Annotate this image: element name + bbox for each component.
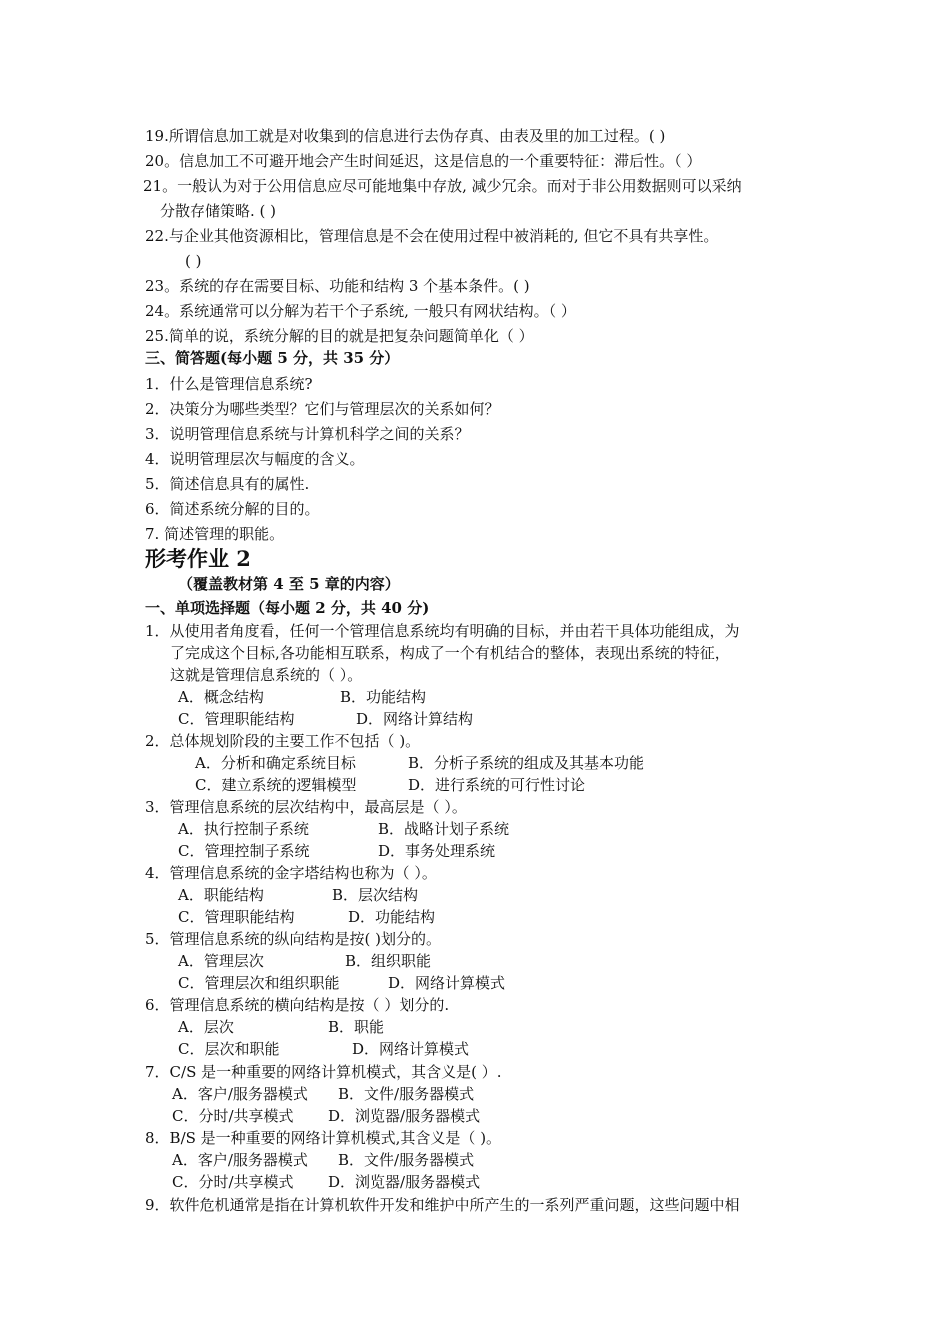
short-question: 5．简述信息具有的属性. bbox=[145, 475, 310, 493]
tf-item-22: 22.与企业其他资源相比，管理信息是不会在使用过程中被消耗的, 但它不具有共享性。 bbox=[145, 227, 719, 245]
mc-option: B．文件/服务器模式 bbox=[338, 1085, 475, 1103]
mc-option: D．事务处理系统 bbox=[378, 842, 496, 860]
homework-2-subtitle: （覆盖教材第 4 至 5 章的内容） bbox=[178, 575, 400, 593]
short-question: 2．决策分为哪些类型？它们与管理层次的关系如何？ bbox=[145, 400, 500, 418]
mc-option: B．分析子系统的组成及其基本功能 bbox=[408, 754, 645, 772]
mc-option: C．分时/共享模式 bbox=[172, 1173, 294, 1191]
mc-question-5: 5．管理信息系统的纵向结构是按( )划分的。 bbox=[145, 930, 442, 948]
mc-option: B．功能结构 bbox=[340, 688, 427, 706]
mc-question-8: 8．B/S 是一种重要的网络计算机模式,其含义是（ )。 bbox=[145, 1129, 502, 1147]
mc-question-9: 9．软件危机通常是指在计算机软件开发和维护中所产生的一系列严重问题，这些问题中相 bbox=[145, 1196, 740, 1214]
homework-2-title: 形考作业 2 bbox=[145, 546, 251, 571]
mc-option: C．管理控制子系统 bbox=[178, 842, 310, 860]
section-short-answer-title: 三、简答题(每小题 5 分，共 35 分） bbox=[145, 349, 400, 367]
mc-option: D．网络计算结构 bbox=[356, 710, 474, 728]
mc-question-2: 2．总体规划阶段的主要工作不包括（ )。 bbox=[145, 732, 421, 750]
mc-question-4: 4．管理信息系统的金字塔结构也称为（ ）。 bbox=[145, 864, 437, 882]
short-question: 1．什么是管理信息系统? bbox=[145, 375, 313, 393]
mc-option: C．层次和职能 bbox=[178, 1040, 280, 1058]
short-question: 4．说明管理层次与幅度的含义。 bbox=[145, 450, 365, 468]
mc-question-3: 3．管理信息系统的层次结构中，最高层是（ ）。 bbox=[145, 798, 467, 816]
short-question: 3．说明管理信息系统与计算机科学之间的关系？ bbox=[145, 425, 470, 443]
tf-item-24: 24。系统通常可以分解为若干个子系统, 一般只有网状结构。（ ） bbox=[145, 302, 576, 320]
mc-option: A．分析和确定系统目标 bbox=[195, 754, 356, 772]
mc-option: B．职能 bbox=[328, 1018, 385, 1036]
mc-question-1-cont: 了完成这个目标,各功能相互联系，构成了一个有机结合的整体，表现出系统的特征， bbox=[170, 644, 730, 662]
mc-option: A．职能结构 bbox=[178, 886, 264, 904]
mc-option: A．客户/服务器模式 bbox=[172, 1151, 308, 1169]
mc-option: D．进行系统的可行性讨论 bbox=[408, 776, 586, 794]
tf-item-21: 21。一般认为对于公用信息应尽可能地集中存放, 减少冗余。而对于非公用数据则可以采纳 bbox=[143, 177, 742, 195]
mc-option: C．管理层次和组织职能 bbox=[178, 974, 340, 992]
mc-option: A．概念结构 bbox=[178, 688, 264, 706]
mc-option: B．战略计划子系统 bbox=[378, 820, 510, 838]
short-question: 6．简述系统分解的目的。 bbox=[145, 500, 320, 518]
tf-item-23: 23。系统的存在需要目标、功能和结构 3 个基本条件。( ) bbox=[145, 277, 530, 295]
mc-question-7: 7．C/S 是一种重要的网络计算机模式，其含义是( ）. bbox=[145, 1063, 502, 1081]
mc-option: A．管理层次 bbox=[178, 952, 264, 970]
mc-option: D．网络计算模式 bbox=[388, 974, 506, 992]
mc-option: D．网络计算模式 bbox=[352, 1040, 470, 1058]
short-question: 7. 简述管理的职能。 bbox=[145, 525, 285, 543]
mc-option: D．浏览器/服务器模式 bbox=[328, 1173, 481, 1191]
mc-option: B．文件/服务器模式 bbox=[338, 1151, 475, 1169]
tf-item-22-cont: ( ) bbox=[185, 252, 202, 270]
mc-question-1: 1．从使用者角度看，任何一个管理信息系统均有明确的目标，并由若干具体功能组成，为 bbox=[145, 622, 740, 640]
section-single-choice-title: 一、单项选择题（每小题 2 分，共 40 分) bbox=[145, 599, 430, 617]
mc-option: B．层次结构 bbox=[332, 886, 419, 904]
tf-item-25: 25.简单的说，系统分解的目的就是把复杂问题简单化（ ） bbox=[145, 327, 534, 345]
mc-option: B．组织职能 bbox=[345, 952, 432, 970]
mc-option: C．管理职能结构 bbox=[178, 908, 295, 926]
tf-item-19: 19.所谓信息加工就是对收集到的信息进行去伪存真、由表及里的加工过程。( ) bbox=[145, 127, 666, 145]
mc-option: A．层次 bbox=[178, 1018, 234, 1036]
mc-option: C．建立系统的逻辑模型 bbox=[195, 776, 357, 794]
mc-option: C．管理职能结构 bbox=[178, 710, 295, 728]
tf-item-20: 20。信息加工不可避开地会产生时间延迟，这是信息的一个重要特征：滞后性。（ ） bbox=[145, 152, 702, 170]
tf-item-21-cont: 分散存储策略. ( ) bbox=[160, 202, 277, 220]
mc-question-6: 6．管理信息系统的横向结构是按（ ）划分的. bbox=[145, 996, 450, 1014]
mc-option: A．客户/服务器模式 bbox=[172, 1085, 308, 1103]
mc-option: A．执行控制子系统 bbox=[178, 820, 309, 838]
mc-option: D．功能结构 bbox=[348, 908, 436, 926]
mc-question-1-cont: 这就是管理信息系统的（ ）。 bbox=[170, 666, 363, 684]
mc-option: C．分时/共享模式 bbox=[172, 1107, 294, 1125]
mc-option: D．浏览器/服务器模式 bbox=[328, 1107, 481, 1125]
